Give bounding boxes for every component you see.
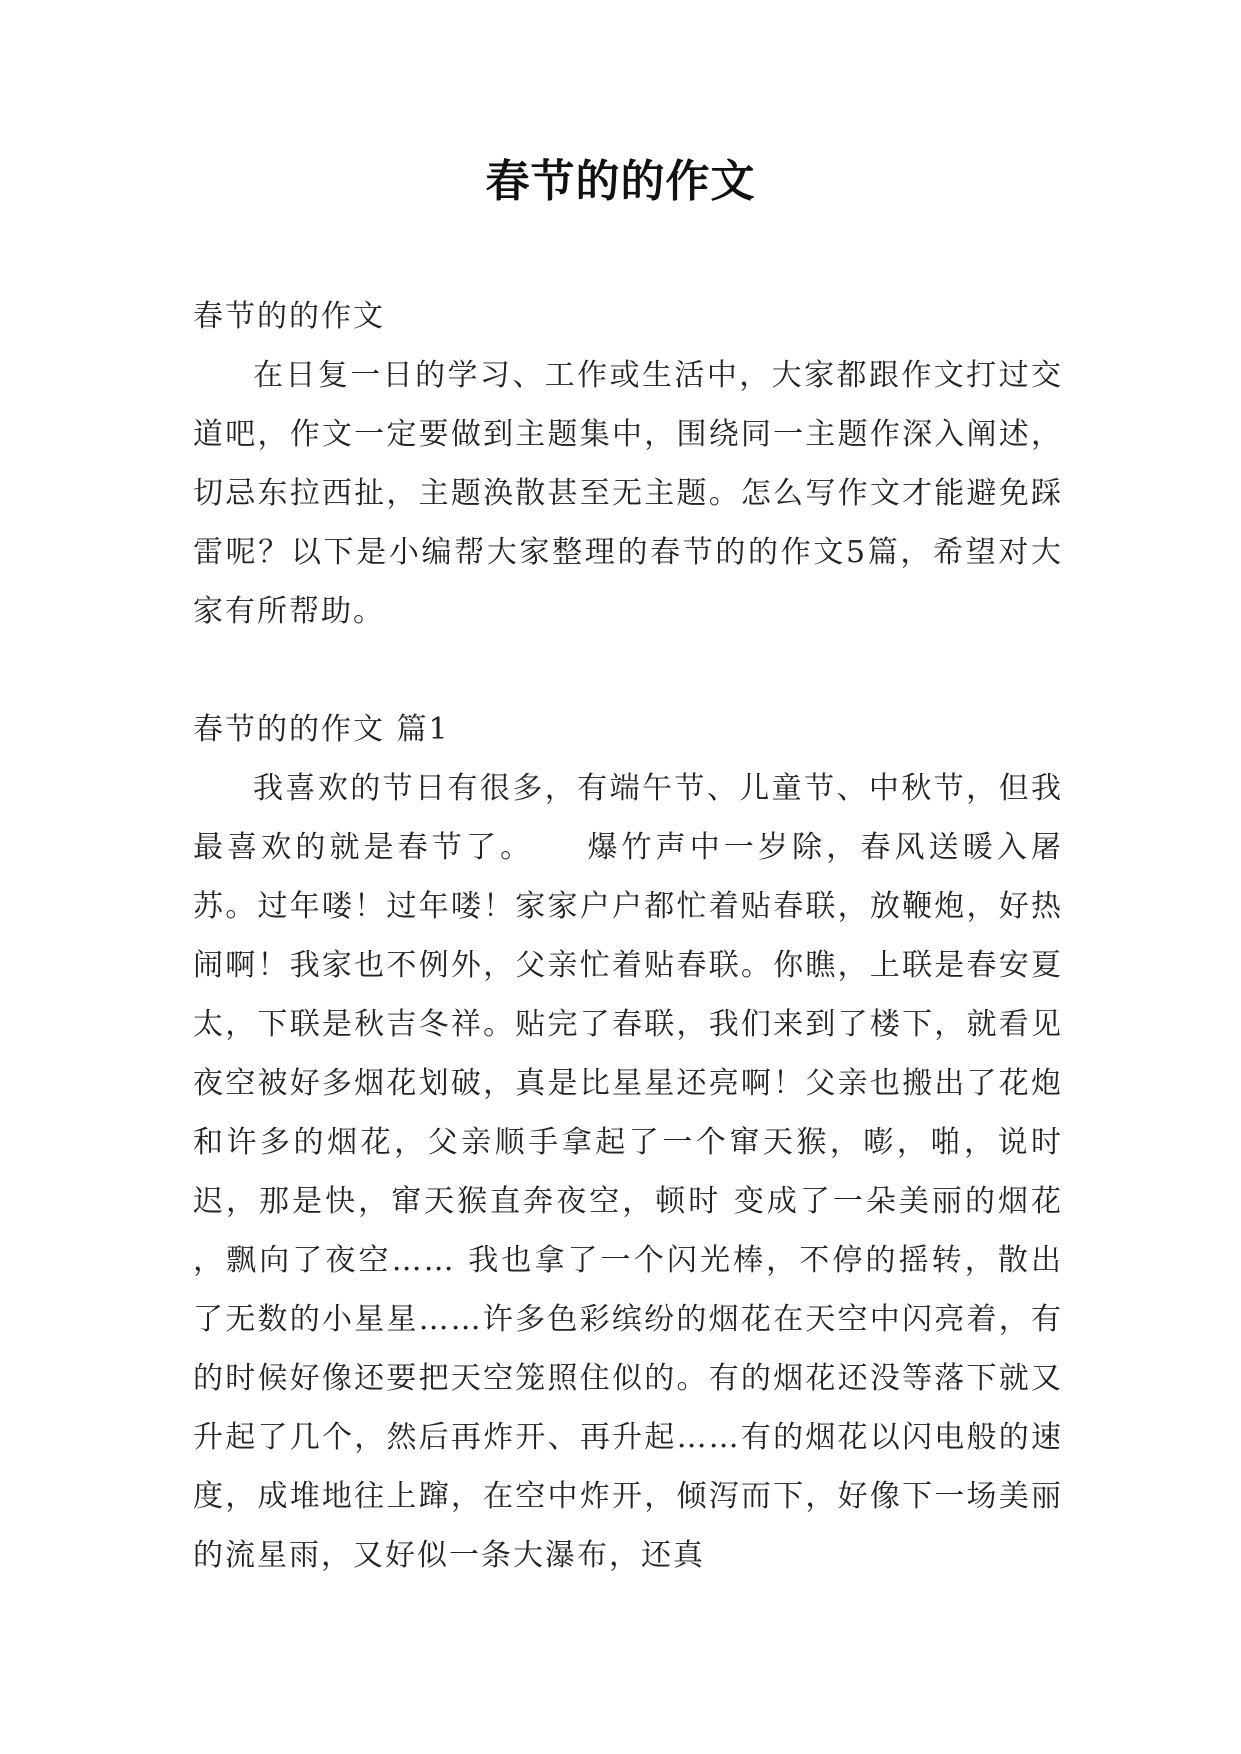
document-body — [193, 287, 1063, 1585]
intro-paragraph: 在日复一日的学习、工作或生活中，大家都跟作文打过交道吧，作文一定要做到主题集中，围绕同一主题作深入阐述，切忌东拉西扯，主题涣散甚至无主题。怎么写作文才能避免踩雷呢？以下是小编帮大家整理的春节的的作文5篇，希望对大家有所帮助。 — [193, 358, 1063, 629]
section-1-paragraph: 我喜欢的节日有很多，有端午节、儿童节、中秋节，但我最喜欢的就是春节了。 爆竹声中一岁除，春风送暖入屠苏。过年喽！过年喽！家家户户都忙着贴春联，放鞭炮，好热闹啊！我家也不例外，父亲忙着贴春联。你瞧，上联是春安夏太，下联是秋吉冬祥。贴完了春联，我们来到了楼下，就看见夜空被好多烟花划破，真是比星星还亮啊！父亲也搬出了花炮和许多的烟花，父亲顺手拿起了一个窜天猴，嘭，啪，说时迟，那是快，窜天猴直奔夜空，顿时 变成了一朵美丽的烟花 ，飘向了夜空…… 我也拿了一个闪光棒，不停的摇转，散出了无数的小星星……许多色彩缤纷的烟花在天空中闪亮着，有的时候好像还要把天空笼照住似的。有的烟花还没等落下就又升起了几个，然后再炸开、再升起……有的烟花以闪电般的速度，成堆地往上蹿，在空中炸开，倾泻而下，好像下一场美丽的流星雨，又好似一条大瀑布，还真 — [193, 771, 1063, 1573]
section-1-heading: 春节的的作文 篇1 — [193, 712, 450, 747]
intro-heading: 春节的的作文 — [193, 299, 385, 334]
section-spacer — [193, 641, 1063, 700]
document-title: 春节的的作文 — [485, 156, 756, 207]
